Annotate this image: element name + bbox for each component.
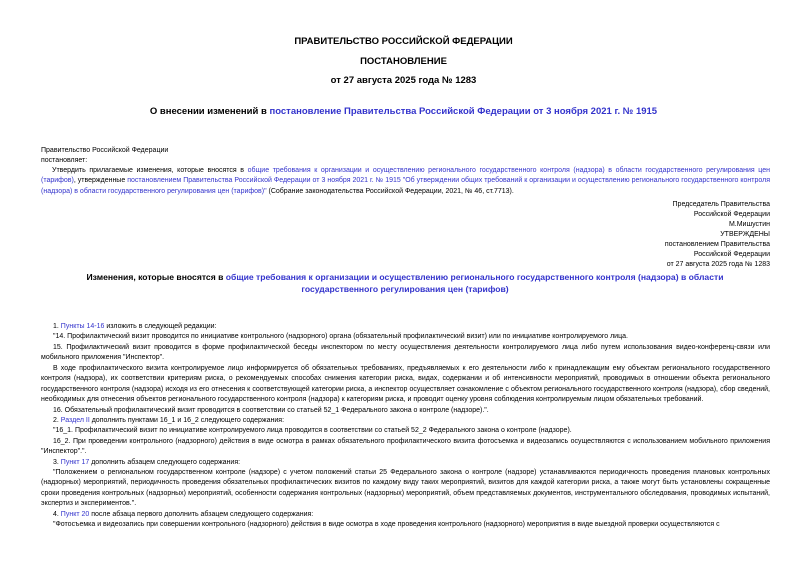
change-item-2: [53, 416, 284, 426]
intro-text-start: Утвердить прилагаемые изменения, которые вносятся в: [52, 167, 248, 174]
intro-line-2: постановляет:: [41, 157, 88, 164]
change-item-3: [53, 458, 240, 468]
point-17-link[interactable]: Пункт 17: [60, 459, 90, 466]
change-item-4: [53, 510, 313, 520]
paragraph-20: "Фотосъемка и видеозапись при совершении контрольного (надзорного) действия в виде осмотра в ходе проведения контрольного (надзорного) мероприятия в виде выездной проверки осуществляются с: [53, 521, 720, 528]
requirements-link[interactable]: общие требования к организации и осуществлению регионального государственного контроля (надзора) в области государственного регулирования цен (тарифов): [41, 167, 770, 185]
signature-position-country: Российской Федерации: [693, 211, 770, 218]
item-2-text: дополнить пунктами 16_1 и 16_2 следующего содержания:: [89, 417, 285, 424]
resolution-1915-link[interactable]: постановлением Правительства Российской Федерации от 3 ноября 2021 г. № 1915 "Об утверждении общих требований к организации и осуществлению регионального государственного контроля (надзора) в области государственного регулирования цен (тарифов)": [41, 177, 770, 195]
item-3-text: дополнить абзацем следующего содержания:: [89, 459, 241, 466]
item-4-number: 4.: [53, 511, 61, 518]
paragraph-15-continued: В ходе профилактического визита контролируемое лицо информируется об обязательных требованиях, предъявляемых к его деятельности либо к принадлежащим ему объектам регионального государственного контроля (надзора), их соответствии критериям риска, о рекомендуемых способах снижения категории риска, видах, содержании и об интенсивности мероприятий, проводимых в отношении объекта регионального государственного контроля (надзора) исходя из его отнесения к соответствующей категории риска, а инспектор осуществляет ознакомление с объектом регионального государственного контроля (надзора), сбор сведений, необходимых для отнесения объектов регионального государственного контроля (надзора) к категориям риска, и проводит оценку уровня соблюдения контролируемым лицом обязательных требований.: [41, 365, 770, 404]
approval-by: постановлением Правительства: [664, 241, 770, 248]
subject-prefix: О внесении изменений в: [149, 106, 270, 117]
paragraph-17: "Положением о региональном государственном контроле (надзоре) с учетом положений статьи 25 Федерального закона о контроле (надзоре) устанавливаются периодичность проведения плановых контрольных (надзорных) мероприятий, периодичность проведения обязательных профилактических визитов по каждому виду таких мероприятий, визитов для каждой категории риска, а также могут быть установлены сокращенные сроки проведения контрольных (надзорных) мероприятий, особенности содержания контрольных (надзорных) мероприятий, объем представляемых документов, инструментального обследования, проводимых испытаний, экспертиз и экспериментов.".: [41, 469, 770, 508]
paragraph-15: 15. Профилактический визит проводится в форме профилактической беседы инспектором по месту осуществления деятельности контролируемого лица либо путем использования видео-конференц-связи или мобильного приложения "Инспектор".: [41, 344, 770, 362]
paragraph-14: "14. Профилактический визит проводится по инициативе контрольного (надзорного) органа (обязательный профилактический визит) или по инициативе контролируемого лица.: [53, 333, 628, 340]
approval-date-number: от 27 августа 2025 года № 1283: [666, 261, 770, 268]
approval-stamp: УТВЕРЖДЕНЫ: [720, 231, 770, 238]
item-4-text: после абзаца первого дополнить абзацем следующего содержания:: [89, 511, 314, 518]
approval-by-country: Российской Федерации: [693, 251, 770, 258]
paragraph-16-1: "16_1. Профилактический визит по инициативе контролируемого лица проводится в соответствии со статьей 52_2 Федерального закона о контроле (надзоре).: [53, 427, 572, 434]
changes-title-prefix: Изменения, которые вносятся в: [86, 272, 226, 282]
issuer-heading: ПРАВИТЕЛЬСТВО РОССИЙСКОЙ ФЕДЕРАЦИИ: [294, 36, 513, 47]
section-2-link[interactable]: Раздел II: [60, 417, 90, 424]
document-type-heading: ПОСТАНОВЛЕНИЕ: [360, 56, 447, 67]
changes-title: [60, 272, 750, 295]
changes-title-link[interactable]: общие требования к организации и осуществлению регионального государственного контроля (надзора) в области государственного регулирования цен (тарифов): [225, 272, 724, 294]
paragraph-16-2: 16_2. При проведении контрольного (надзорного) действия в виде осмотра в рамках обязательного профилактического визита фотосъемка и видеозапись осуществляются с использованием мобильного приложения "Инспектор".".: [41, 438, 770, 456]
document-date-number: от 27 августа 2025 года № 1283: [330, 75, 477, 86]
signature-position: Председатель Правительства: [672, 201, 770, 208]
signature-name: М.Мишустин: [728, 221, 770, 228]
point-20-link[interactable]: Пункт 20: [60, 511, 90, 518]
intro-text-mid: , утвержденные: [73, 177, 128, 185]
change-item-1: [53, 322, 216, 332]
item-2-number: 2.: [53, 417, 61, 424]
item-1-text: изложить в следующей редакции:: [104, 323, 217, 330]
points-14-16-link[interactable]: Пункты 14-16: [60, 323, 105, 330]
item-1-number: 1.: [53, 323, 61, 330]
intro-paragraph: [41, 166, 770, 197]
paragraph-16: 16. Обязательный профилактический визит проводится в соответствии со статьей 52_1 Федерального закона о контроле (надзоре).".: [53, 407, 489, 414]
item-3-number: 3.: [53, 459, 61, 466]
subject-link[interactable]: постановление Правительства Российской Федерации от 3 ноября 2021 г. № 1915: [269, 106, 658, 117]
intro-text-end: (Собрание законодательства Российской Федерации, 2021, № 46, ст.7713).: [266, 187, 514, 195]
intro-line-1: Правительство Российской Федерации: [41, 147, 169, 154]
document-subject: [0, 106, 807, 117]
